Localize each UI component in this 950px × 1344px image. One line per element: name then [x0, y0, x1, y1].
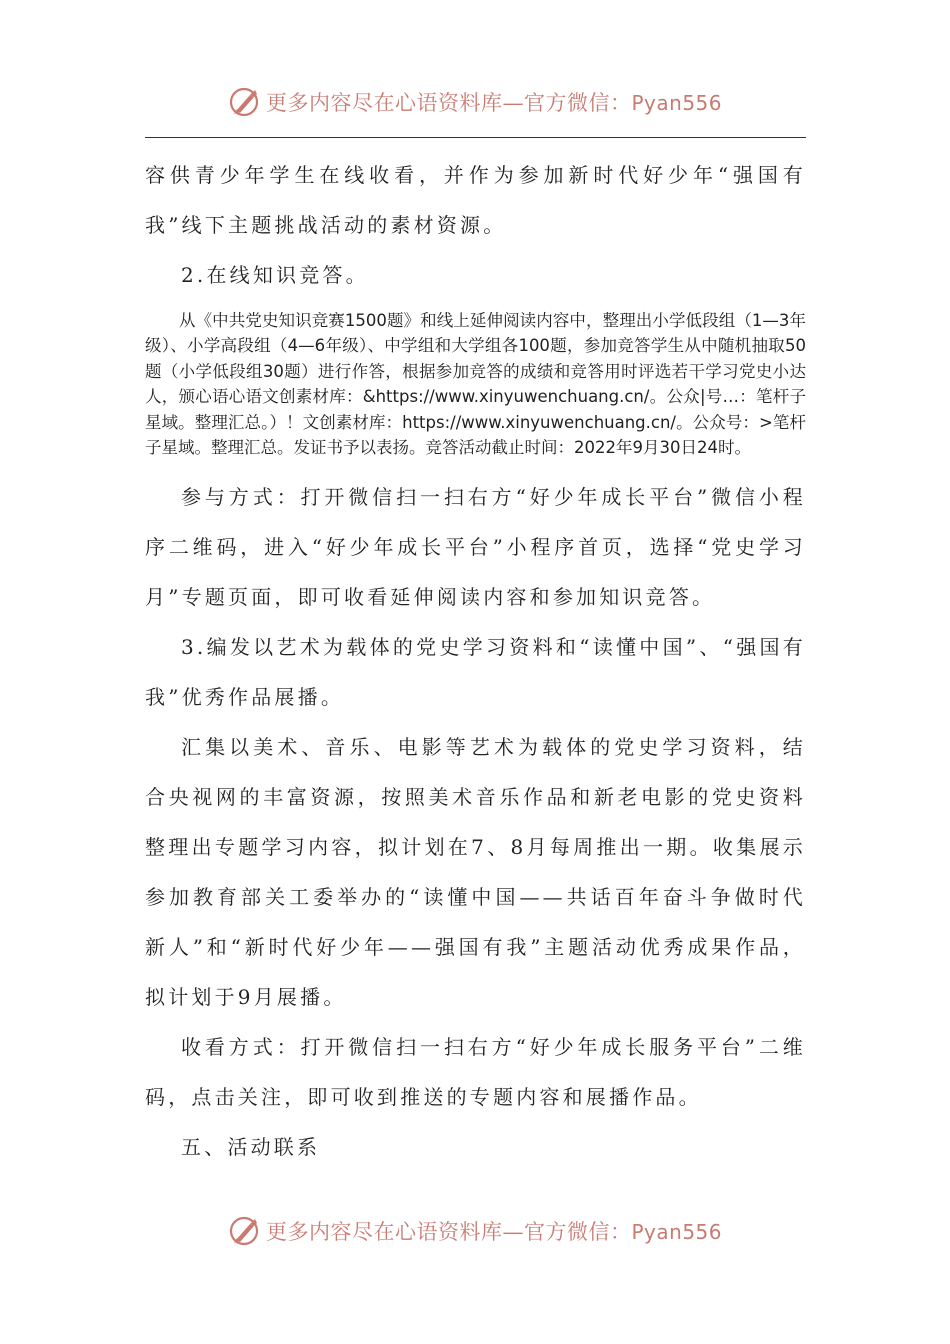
- pen-circle-icon: [228, 85, 262, 119]
- section-heading-online-quiz: 2.在线知识竞答。: [181, 263, 369, 287]
- footer-banner-wechat-id: Pyan556: [631, 1220, 722, 1244]
- header-banner-wechat-id: Pyan556: [631, 91, 722, 115]
- footer-banner-label: 更多内容尽在心语资料库—官方微信：: [265, 1220, 632, 1244]
- paragraph-art-materials: 汇集以美术、音乐、电影等艺术为载体的党史学习资料，结合央视网的丰富资源，按照美术音乐作品和新老电影的党史资料整理出专题学习内容，拟计划在7、8月每周推出一期。收集展示参加教育部关工委举办的“读懂中国——共话百年奋斗争做时代新人”和“新时代好少年——强国有我”主题活动优秀成果作品，拟计划于9月展播。: [145, 735, 806, 1010]
- footer-banner: [0, 1209, 950, 1253]
- document-body: [145, 150, 806, 1172]
- paragraph-quiz-details: 从《中共党史知识竞赛1500题》和线上延伸阅读内容中，整理出小学低段组（1—3年级）、小学高段组（4—6年级）、中学组和大学组各100题，参加竞答学生从中随机抽取50题（小学低段组30题）进行作答，根据参加竞答的成绩和竞答用时评选若干学习党史小达人，颁心语心语文创素材库：&https://www.xinyuwenchuang.cn/。公众|号…：笔杆子星域。整理汇总。）！文创素材库：https://www.xinyuwenchuang.cn/。公众号：>笔杆子星域。整理汇总。发证书予以表扬。竞答活动截止时间：2022年9月30日24时。: [145, 311, 806, 458]
- pen-circle-icon: [228, 1214, 262, 1248]
- section-heading-contact: 五、活动联系: [181, 1135, 321, 1160]
- paragraph-viewing-method: 收看方式：打开微信扫一扫右方“好少年成长服务平台”二维码，点击关注，即可收到推送的专题内容和展播作品。: [145, 1035, 806, 1110]
- header-divider: [145, 137, 806, 138]
- paragraph-participation: 参与方式：打开微信扫一扫右方“好少年成长平台”微信小程序二维码，进入“好少年成长平台”小程序首页，选择“党史学习月”专题页面，即可收看延伸阅读内容和参加知识竞答。: [145, 485, 806, 610]
- header-banner: [0, 80, 950, 124]
- header-banner-label: 更多内容尽在心语资料库—官方微信：: [265, 91, 632, 115]
- header-banner-text: [266, 87, 722, 117]
- section-heading-art-materials: 3.编发以艺术为载体的党史学习资料和“读懂中国”、“强国有我”优秀作品展播。: [145, 635, 806, 710]
- paragraph-1: 容供青少年学生在线收看，并作为参加新时代好少年“强国有我”线下主题挑战活动的素材资源。: [145, 163, 806, 237]
- footer-banner-text: [266, 1216, 722, 1246]
